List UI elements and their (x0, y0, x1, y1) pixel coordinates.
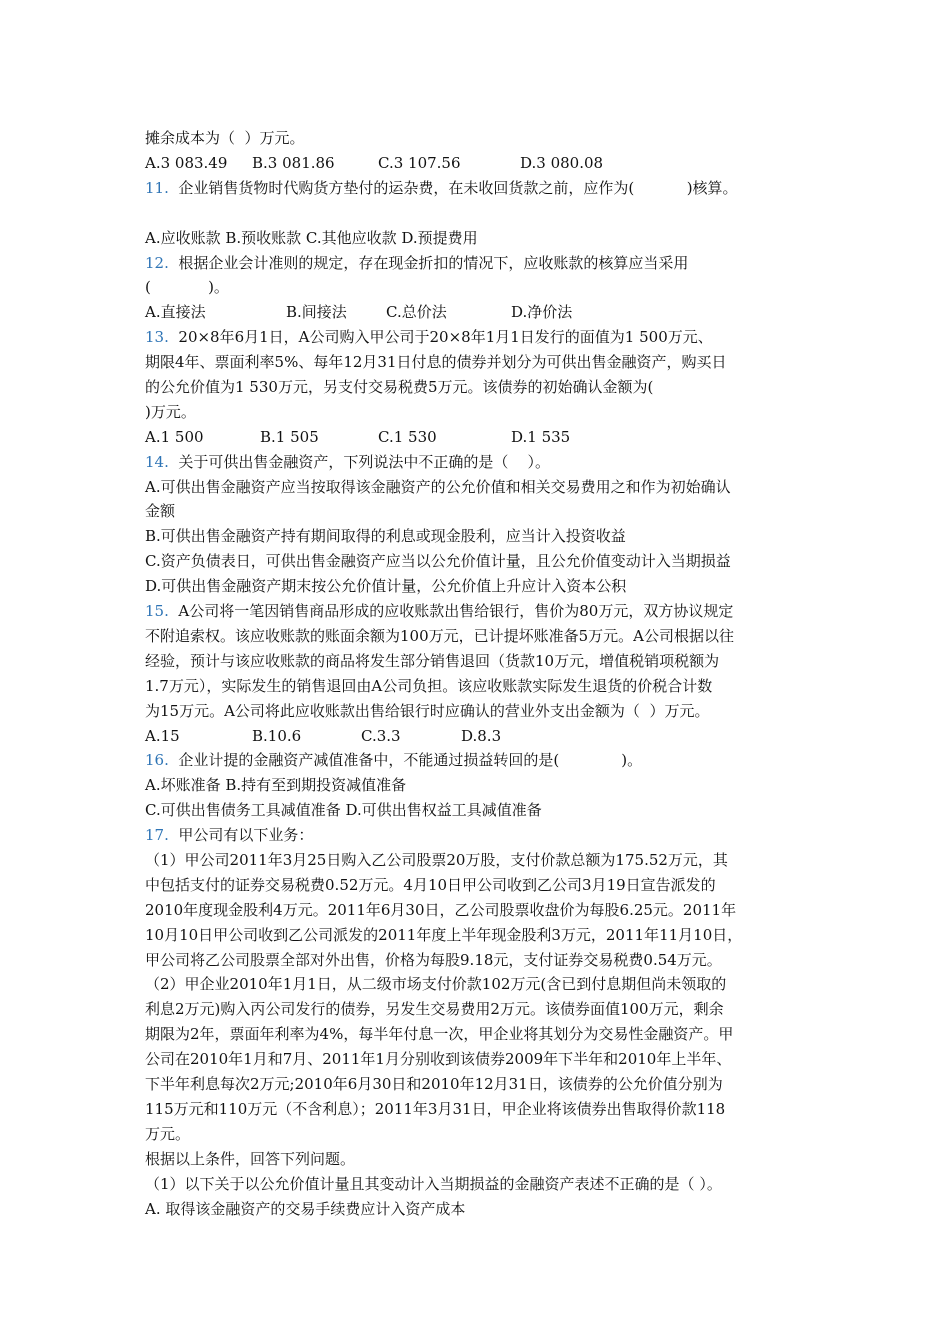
question-14-option-b: B.可供出售金融资产持有期间取得的利息或现金股利，应当计入投资收益 (145, 527, 626, 545)
question-14 (145, 452, 550, 472)
option-b: B.1 505 (260, 428, 319, 446)
question-13-cont: )万元。 (145, 403, 196, 421)
option-b: B.10.6 (252, 727, 302, 745)
question-12 (145, 253, 688, 273)
question-13 (145, 327, 713, 347)
question-number: 14. (145, 453, 169, 471)
question-13-options (145, 427, 645, 447)
question-17-body: （1）甲公司2011年3月25日购入乙公司股票20万股，支付价款总额为175.52万元，其 (145, 851, 728, 869)
question-17-body: 甲公司将乙公司股票全部对外出售，价格为每股9.18元，支付证券交易税费0.54万元。 (145, 951, 722, 969)
option-c: C.总价法 (386, 303, 447, 321)
option-d: D.3 080.08 (520, 154, 604, 172)
question-12-options (145, 302, 645, 322)
option-d: D.净价法 (511, 303, 573, 321)
question-11 (145, 178, 738, 198)
question-number: 11. (145, 179, 169, 197)
question-17-sub-1-option-a: A. 取得该金融资产的交易手续费应计入资产成本 (145, 1200, 466, 1218)
question-14-option-c: C.资产负债表日，可供出售金融资产应当以公允价值计量，且公允价值变动计入当期损益 (145, 552, 731, 570)
prev-question-options (145, 153, 645, 173)
option-c: C.3 107.56 (378, 154, 461, 172)
question-15-cont: 为15万元。A公司将此应收账款出售给银行时应确认的营业外支出金额为（ ）万元。 (145, 702, 710, 720)
option-d: D.1 535 (511, 428, 571, 446)
question-13-cont: 期限4年、票面利率5%、每年12月31日付息的债券并划分为可供出售金融资产，购买日 (145, 353, 727, 371)
question-text: 20×8年6月1日，A公司购入甲公司于20×8年1月1日发行的面值为1 500万元、 (168, 328, 713, 346)
question-14-option-d: D.可供出售金融资产期末按公允价值计量，公允价值上升应计入资本公积 (145, 577, 627, 595)
question-number: 16. (145, 751, 169, 769)
question-14-option-a-cont: 金额 (145, 502, 176, 520)
option-c: C.1 530 (378, 428, 437, 446)
question-17-body: 期限为2年，票面年利率为4%，每半年付息一次，甲企业将其划分为交易性金融资产。甲 (145, 1025, 734, 1043)
question-text: A公司将一笔因销售商品形成的应收账款出售给银行，售价为80万元，双方协议规定 (168, 602, 734, 620)
question-17-body: 115万元和110万元（不含利息）；2011年3月31日，甲企业将该债券出售取得价款118 (145, 1100, 726, 1118)
prev-question-tail: 摊余成本为（ ）万元。 (145, 129, 305, 147)
option-b: B.3 081.86 (252, 154, 335, 172)
question-number: 13. (145, 328, 169, 346)
option-a: A.15 (145, 727, 180, 745)
question-12-cont: ( )。 (145, 278, 229, 296)
question-17-body: 万元。 (145, 1125, 191, 1143)
question-17-body: 利息2万元)购入丙公司发行的债券，另发生交易费用2万元。该债券面值100万元，剩余 (145, 1000, 724, 1018)
question-text: 甲公司有以下业务： (168, 826, 314, 844)
question-17-body: 10月10日甲公司收到乙公司派发的2011年度上半年现金股利3万元，2011年11月10日， (145, 926, 743, 944)
question-15-cont: 经验，预计与该应收账款的商品将发生部分销售退回（货款10万元，增值税销项税额为 (145, 652, 720, 670)
question-text: 关于可供出售金融资产，下列说法中不正确的是（ ）。 (168, 453, 550, 471)
question-text: 企业销售货物时代购货方垫付的运杂费，在未收回货款之前，应作为( )核算。 (168, 179, 738, 197)
option-d: D.8.3 (461, 727, 502, 745)
question-17-body: 下半年利息每次2万元;2010年6月30日和2010年12月31日，该债券的公允价值分别为 (145, 1075, 723, 1093)
question-13-cont: 的公允价值为1 530万元，另支付交易税费5万元。该债券的初始确认金额为( (145, 378, 654, 396)
question-text: 根据企业会计准则的规定，存在现金折扣的情况下，应收账款的核算应当采用 (168, 254, 689, 272)
question-17-body: 公司在2010年1月和7月、2011年1月分别收到该债券2009年下半年和2010年上半年、 (145, 1050, 732, 1068)
option-a: A.3 083.49 (145, 154, 228, 172)
question-17-instruction: 根据以上条件，回答下列问题。 (145, 1150, 356, 1168)
option-a: A.1 500 (145, 428, 204, 446)
question-number: 15. (145, 602, 169, 620)
question-17-body: 2010年度现金股利4万元。2011年6月30日，乙公司股票收盘价为每股6.25元。2011年 (145, 901, 737, 919)
question-15-options (145, 726, 645, 746)
question-15 (145, 601, 733, 621)
question-11-options: A.应收账款 B.预收账款 C.其他应收款 D.预提费用 (145, 229, 478, 247)
question-number: 17. (145, 826, 169, 844)
option-a: A.直接法 (145, 303, 206, 321)
question-17-body: （2）甲企业2010年1月1日，从二级市场支付价款102万元(含已到付息期但尚未领取的 (145, 975, 727, 993)
question-number: 12. (145, 254, 169, 272)
question-text: 企业计提的金融资产减值准备中，不能通过损益转回的是( )。 (168, 751, 643, 769)
question-15-cont: 1.7万元），实际发生的销售退回由A公司负担。该应收账款实际发生退货的价税合计数 (145, 677, 713, 695)
question-16 (145, 750, 642, 770)
question-17-sub-1: （1）以下关于以公允价值计量且其变动计入当期损益的金融资产表述不正确的是（ ）。 (145, 1175, 722, 1193)
option-c: C.3.3 (361, 727, 401, 745)
question-17 (145, 825, 313, 845)
question-16-options: A.坏账准备 B.持有至到期投资减值准备 (145, 776, 407, 794)
question-15-cont: 不附追索权。该应收账款的账面余额为100万元，已计提坏账准备5万元。A公司根据以往 (145, 627, 735, 645)
question-16-options: C.可供出售债务工具减值准备 D.可供出售权益工具减值准备 (145, 801, 542, 819)
question-17-body: 中包括支付的证券交易税费0.52万元。4月10日甲公司收到乙公司3月19日宣告派发的 (145, 876, 716, 894)
option-b: B.间接法 (286, 303, 347, 321)
question-14-option-a: A.可供出售金融资产应当按取得该金融资产的公允价值和相关交易费用之和作为初始确认 (145, 478, 731, 496)
